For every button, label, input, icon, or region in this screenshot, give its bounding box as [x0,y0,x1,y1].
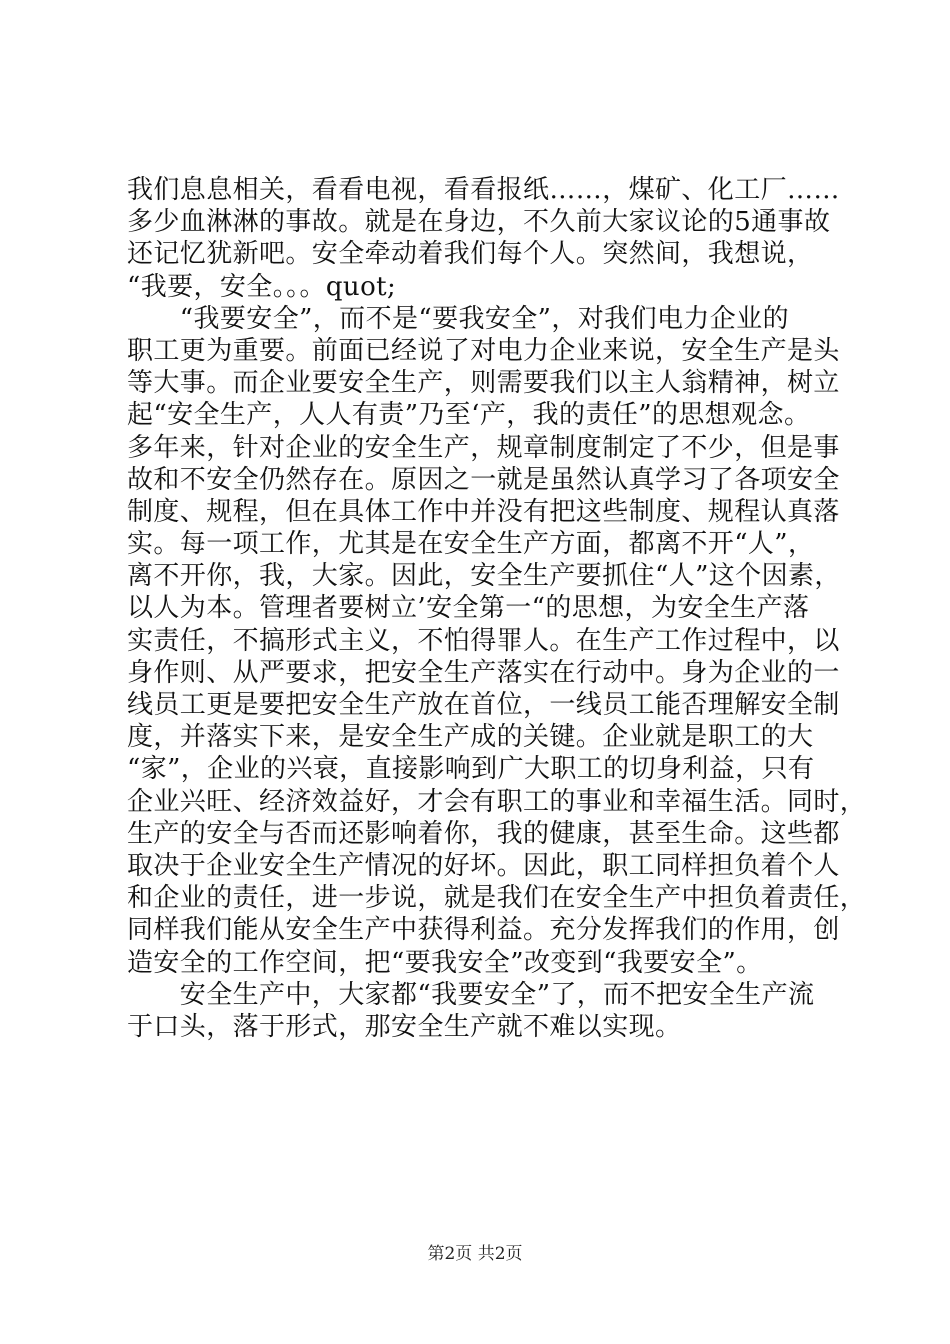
text-line: 起“安全生产，人人有责”乃至‘产，我的责任”的思想观念。 [127,400,811,431]
text-line: 取决于企业安全生产情况的好坏。因此，职工同样担负着个人 [127,850,840,881]
text-line: “我要，安全。。。quot; [127,271,397,302]
text-line: 多少血淋淋的事故。就是在身边，不久前大家议论的5通事故 [127,207,831,238]
text-line: 多年来，针对企业的安全生产，规章制度制定了不少，但是事 [127,432,840,463]
text-line: 造安全的工作空间，把“要我安全”改变到“我要安全”。 [127,947,763,978]
text-line: 身作则、从严要求，把安全生产落实在行动中。身为企业的一 [127,657,840,688]
text-line: 安全生产中，大家都“我要安全”了，而不把安全生产流 [127,979,815,1010]
text-line: 我们息息相关，看看电视，看看报纸……，煤矿、化工厂…… [127,175,840,205]
text-line: 离不开你，我，大家。因此，安全生产要抓住“人”这个因素， [127,561,841,592]
page-footer [0,1243,950,1265]
text-line: 还记忆犹新吧。安全牵动着我们每个人。突然间，我想说， [127,239,814,270]
text-line: 故和不安全仍然存在。原因之一就是虽然认真学习了各项安全 [127,464,840,495]
text-line: 制度、规程，但在具体工作中并没有把这些制度、规程认真落 [127,496,840,527]
text-line: 和企业的责任，进一步说，就是我们在安全生产中担负着责任， [127,883,867,914]
text-line: 企业兴旺、经济效益好，才会有职工的事业和幸福生活。同时， [127,786,867,817]
text-line: 生产的安全与否而还影响着你，我的健康，甚至生命。这些都 [127,818,840,849]
text-line: 实责任，不搞形式主义，不怕得罪人。在生产工作过程中，以 [127,625,840,656]
text-line: 于口头，落于形式，那安全生产就不难以实现。 [127,1011,682,1042]
text-line: 实。每一项工作，尤其是在安全生产方面，都离不开“人”， [127,529,815,560]
text-line: 职工更为重要。前面已经说了对电力企业来说，安全生产是头 [127,335,840,366]
text-line: “我要安全”，而不是“要我安全”，对我们电力企业的 [127,303,789,334]
text-line: 度，并落实下来，是安全生产成的关键。企业就是职工的大 [127,722,814,753]
text-line: “家”，企业的兴衰，直接影响到广大职工的切身利益，只有 [127,754,815,785]
text-line: 等大事。而企业要安全生产，则需要我们以主人翁精神，树立 [127,368,840,399]
body-text [127,174,867,1043]
text-line: 同样我们能从安全生产中获得利益。充分发挥我们的作用，创 [127,915,840,946]
text-line: 线员工更是要把安全生产放在首位，一线员工能否理解安全制 [127,690,840,720]
text-line: 以人为本。管理者要树立’安全第一“的思想，为安全生产落 [127,593,810,624]
page-number-label: 第2页 共2页 [427,1244,523,1264]
